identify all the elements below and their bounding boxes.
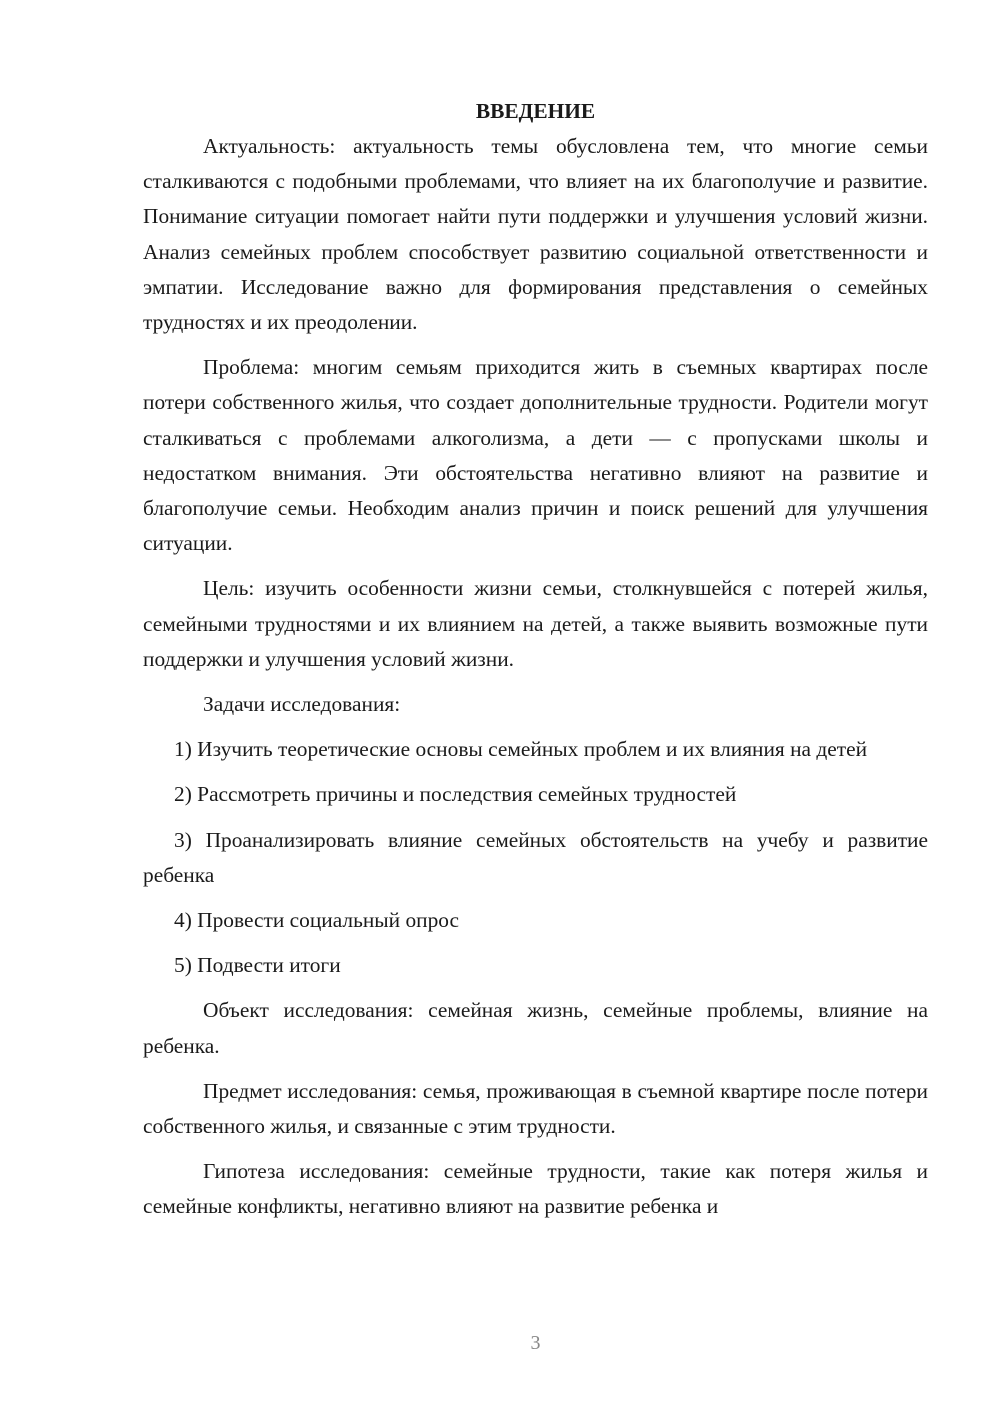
page-number: 3 — [530, 1332, 541, 1354]
object-paragraph: Объект исследования: семейная жизнь, семейные проблемы, влияние на ребенка. — [143, 998, 928, 1058]
task-item-5: 5) Подвести итоги — [174, 953, 341, 978]
relevance-paragraph: Актуальность: актуальность темы обусловлена тем, что многие семьи сталкиваются с подобными проблемами, что влияет на их благополучие и развитие. Понимание ситуации помогает найти пути поддержки и улучшения условий жизни. Анализ семейных проблем способствует развитию социальной ответственности и эмпатии. Исследование важно для формирования представления о семейных трудностях и их преодолении. — [143, 134, 928, 335]
document-page — [143, 94, 928, 1235]
task-item-2: 2) Рассмотреть причины и последствия семейных трудностей — [174, 782, 737, 807]
tasks-heading: Задачи исследования: — [203, 692, 401, 717]
hypothesis-paragraph: Гипотеза исследования: семейные трудности, такие как потеря жилья и семейные конфликты, негативно влияют на развитие ребенка и — [143, 1159, 928, 1219]
goal-paragraph: Цель: изучить особенности жизни семьи, столкнувшейся с потерей жилья, семейными трудностями и их влиянием на детей, а также выявить возможные пути поддержки и улучшения условий жизни. — [143, 576, 928, 671]
problem-paragraph: Проблема: многим семьям приходится жить в съемных квартирах после потери собственного жилья, что создает дополнительные трудности. Родители могут сталкиваться с проблемами алкоголизма, а дети — с пропусками школы и недостатком внимания. Эти обстоятельства негативно влияют на развитие и благополучие семьи. Необходим анализ причин и поиск решений для улучшения ситуации. — [143, 355, 928, 556]
subject-paragraph: Предмет исследования: семья, проживающая в съемной квартире после потери собственного жилья, и связанные с этим трудности. — [143, 1078, 928, 1139]
page-title: ВВЕДЕНИЕ — [475, 99, 596, 123]
task-item-4: 4) Провести социальный опрос — [174, 908, 460, 933]
task-item-3: 3) Проанализировать влияние семейных обстоятельств на учебу и развитие ребенка — [143, 827, 928, 887]
task-item-1: 1) Изучить теоретические основы семейных проблем и их влияния на детей — [174, 737, 868, 762]
